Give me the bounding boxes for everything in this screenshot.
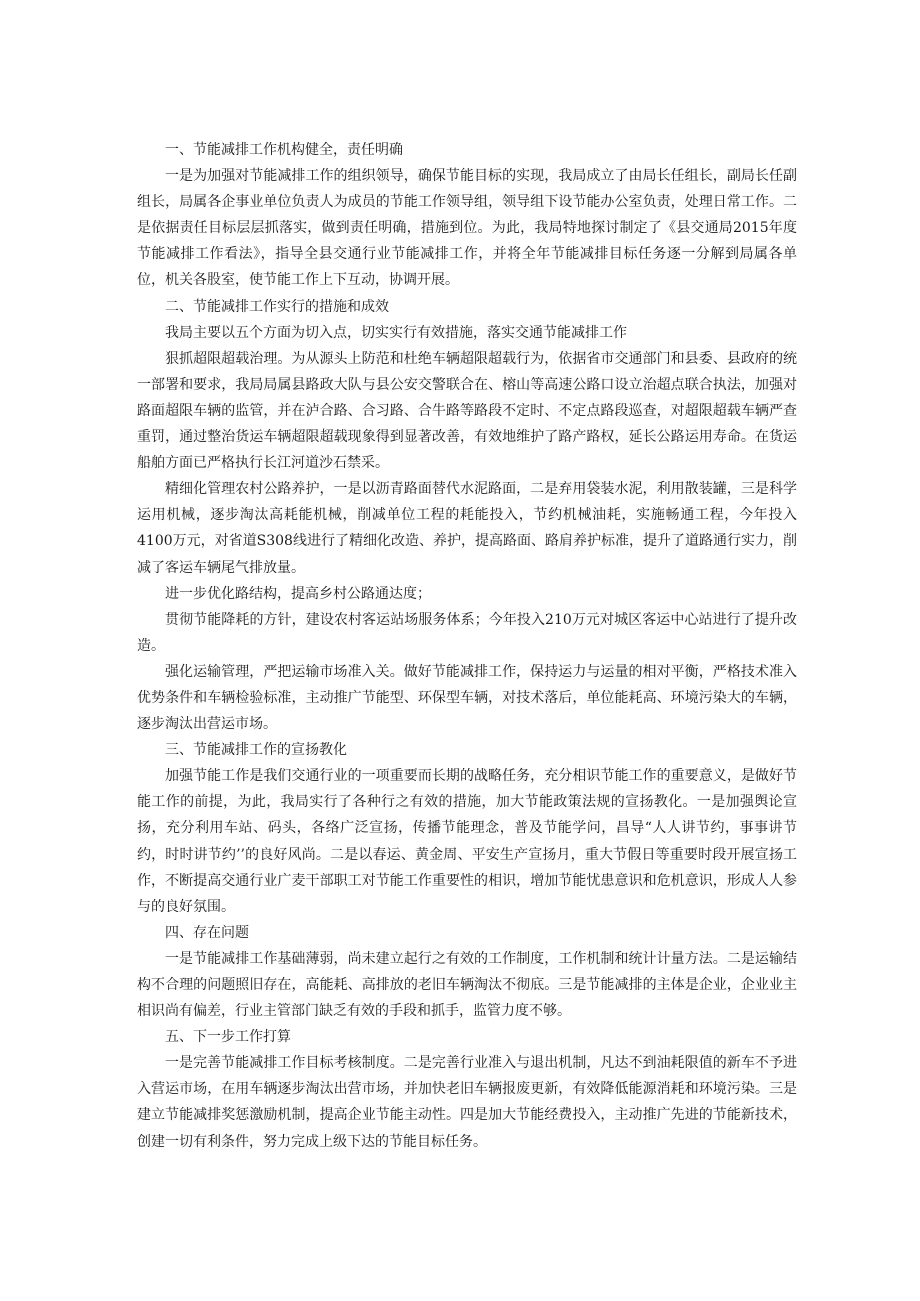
document-body [137, 137, 797, 1155]
paragraph: 贯彻节能降耗的方针，建设农村客运站场服务体系；今年投入210万元对城区客运中心站进行了提升改造。 [137, 611, 797, 654]
section-heading-2: 二、节能减排工作实行的措施和成效 [165, 298, 389, 315]
paragraph: 狠抓超限超载治理。为从源头上防范和杜绝车辆超限超载行为，依据省市交通部门和县委、县政府的统一部署和要求，我局局属县路政大队与县公安交警联合在、榕山等高速公路口设立治超点联合执法，加强对路面超限车辆的监管，并在泸合路、合习路、合牛路等路段不定时、不定点路段巡查，对超限超载车辆严查重罚，通过整治货运车辆超限超载现象得到显著改善，有效地维护了路产路权，延长公路运用寿命。在货运船舶方面已严格执行长江河道沙石禁采。 [137, 350, 797, 472]
paragraph: 一是完善节能减排工作目标考核制度。二是完善行业准入与退出机制，凡达不到油耗限值的新车不予进入营运市场，在用车辆逐步淘汰出营市场，并加快老旧车辆报废更新，有效降低能源消耗和环境污染。三是建立节能减排奖惩激励机制，提高企业节能主动性。四是加大节能经费投入，主动推广先进的节能新技术，创建一切有利条件，努力完成上级下达的节能目标任务。 [137, 1055, 797, 1150]
paragraph: 进一步优化路结构，提高乡村公路通达度； [165, 585, 431, 602]
section-heading-3: 三、节能减排工作的宣扬教化 [165, 742, 347, 759]
paragraph: 一是为加强对节能减排工作的组织领导，确保节能目标的实现，我局成立了由局长任组长，副局长任副组长，局属各企事业单位负责人为成员的节能工作领导组，领导组下设节能办公室负责，处理日常工作。二是依据责任目标层层抓落实，做到责任明确，措施到位。为此，我局特地探讨制定了《县交通局2015年度节能减排工作看法》，指导全县交通行业节能减排工作，并将全年节能减排目标任务逐一分解到局属各单位，机关各股室，使节能工作上下互动，协调开展。 [137, 168, 797, 289]
paragraph: 我局主要以五个方面为切入点，切实实行有效措施，落实交通节能减排工作 [165, 324, 627, 341]
paragraph: 加强节能工作是我们交通行业的一项重要而长期的战略任务，充分相识节能工作的重要意义，是做好节能工作的前提，为此，我局实行了各种行之有效的措施，加大节能政策法规的宣扬教化。一是加强舆论宣扬，充分利用车站、码头，各络广泛宣扬，传播节能理念，普及节能学问，昌导“人人讲节约，事事讲节约，时时讲节约’’的良好风尚。二是以春运、黄金周、平安生产宣扬月，重大节假日等重要时段开展宣扬工作，不断提高交通行业广麦干部职工对节能工作重要性的相识，增加节能忧患意识和危机意识，形成人人参与的良好氛围。 [137, 768, 797, 915]
section-heading-5: 五、下一步工作打算 [165, 1029, 291, 1046]
paragraph: 精细化管理农村公路养护，一是以沥青路面替代水泥路面，二是弃用袋装水泥，利用散装罐，三是科学运用机械，逐步淘汰高耗能机械，削减单位工程的耗能投入，节约机械油耗，实施畅通工程，今年投入4100万元，对省道S308线进行了精细化改造、养护，提高路面、路肩养护标准，提升了道路通行实力，削减了客运车辆尾气排放量。 [137, 481, 797, 576]
section-heading-1: 一、节能减排工作机构健全，责任明确 [165, 142, 403, 158]
paragraph: 强化运输管理，严把运输市场准入关。做好节能减排工作，保持运力与运量的相对平衡，严格技术准入优势条件和车辆检验标准，主动推广节能型、环保型车辆，对技术落后，单位能耗高、环境污染大的车辆，逐步淘汰出营运市场。 [137, 663, 797, 733]
paragraph: 一是节能减排工作基础薄弱，尚未建立起行之有效的工作制度，工作机制和统计计量方法。二是运输结构不合理的问题照旧存在，高能耗、高排放的老旧车辆淘汰不彻底。三是节能减排的主体是企业，企业业主相识尚有偏差，行业主管部门缺乏有效的手段和抓手，监管力度不够。 [137, 950, 797, 1020]
section-heading-4: 四、存在问题 [165, 924, 249, 941]
